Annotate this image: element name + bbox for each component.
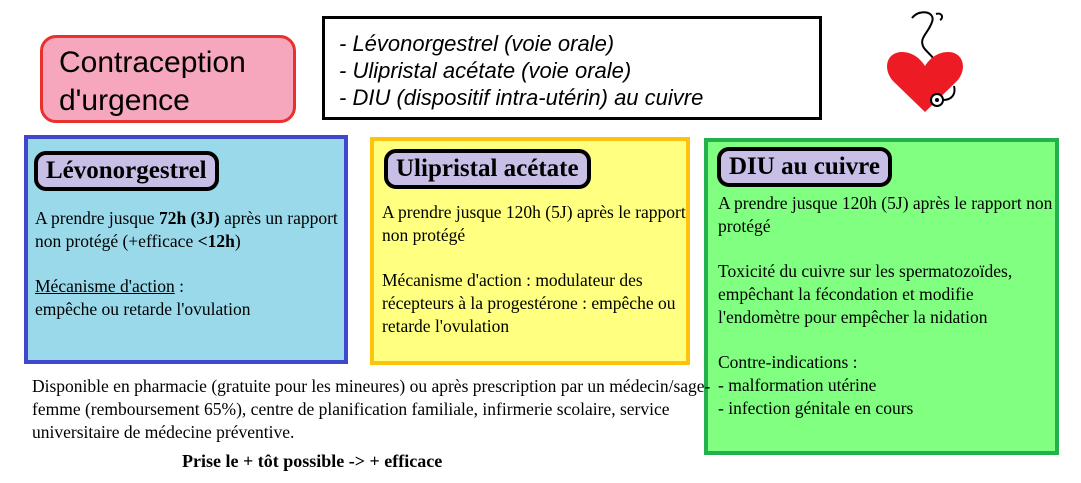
mechanism-label: Mécanisme d'action bbox=[35, 276, 175, 296]
levonorgestrel-body bbox=[35, 207, 340, 321]
diu-card bbox=[704, 138, 1059, 455]
ulipristal-body bbox=[382, 201, 687, 338]
diu-dosage: A prendre jusque 120h (5J) après le rapport non protégé bbox=[718, 193, 1053, 236]
ulipristal-dosage: A prendre jusque 120h (5J) après le rapport non protégé bbox=[382, 202, 686, 245]
levonorgestrel-heading: Lévonorgestrel bbox=[34, 151, 219, 191]
availability-text: Disponible en pharmacie (gratuite pour les mineures) ou après prescription par un médecin/sage-femme (remboursement 65%), centre de planification familiale, infirmerie scolaire, service universitaire de médecine préventive. bbox=[32, 376, 711, 442]
dosage-delay: 72h (3J) bbox=[158, 208, 220, 228]
method-item: - DIU (dispositif intra-utérin) au cuivre bbox=[339, 85, 704, 110]
method-item: - Ulipristal acétate (voie orale) bbox=[339, 58, 632, 83]
ulipristal-mechanism: Mécanisme d'action : modulateur des récepteurs à la progestérone : empêche ou retarde l'ovulation bbox=[382, 270, 676, 336]
diu-mechanism: Toxicité du cuivre sur les spermatozoïdes, empêchant la fécondation et modifie l'endomètre pour empêcher la nidation bbox=[718, 261, 1013, 327]
ulipristal-card bbox=[370, 137, 690, 365]
methods-list bbox=[322, 16, 822, 120]
title-box bbox=[40, 35, 296, 123]
mechanism-separator: : bbox=[174, 276, 184, 296]
title-line-1: Contraception bbox=[59, 46, 246, 79]
title-line-2: d'urgence bbox=[59, 84, 190, 117]
dosage-text: ) bbox=[234, 231, 241, 251]
dosage-optimal: <12h bbox=[197, 231, 235, 251]
dosage-text: A prendre jusque bbox=[35, 208, 159, 228]
diu-contraindication-item: - malformation utérine bbox=[718, 375, 877, 395]
levonorgestrel-card bbox=[24, 135, 348, 364]
ulipristal-heading: Ulipristal acétate bbox=[384, 149, 591, 189]
motto-text: Prise le + tôt possible -> + efficace bbox=[182, 451, 443, 471]
dosage-text: après un rapport non protégé (+efficace bbox=[35, 208, 338, 251]
levonorgestrel-mechanism bbox=[35, 275, 340, 321]
diu-body bbox=[718, 192, 1056, 420]
mechanism-text: empêche ou retarde l'ovulation bbox=[35, 299, 251, 319]
diu-contraindications-title: Contre-indications : bbox=[718, 352, 858, 372]
diu-heading: DIU au cuivre bbox=[717, 147, 892, 187]
heart-stethoscope-icon bbox=[880, 8, 970, 118]
diu-contraindication-item: - infection génitale en cours bbox=[718, 398, 914, 418]
method-item: - Lévonorgestrel (voie orale) bbox=[339, 31, 615, 56]
levonorgestrel-dosage bbox=[35, 207, 340, 253]
